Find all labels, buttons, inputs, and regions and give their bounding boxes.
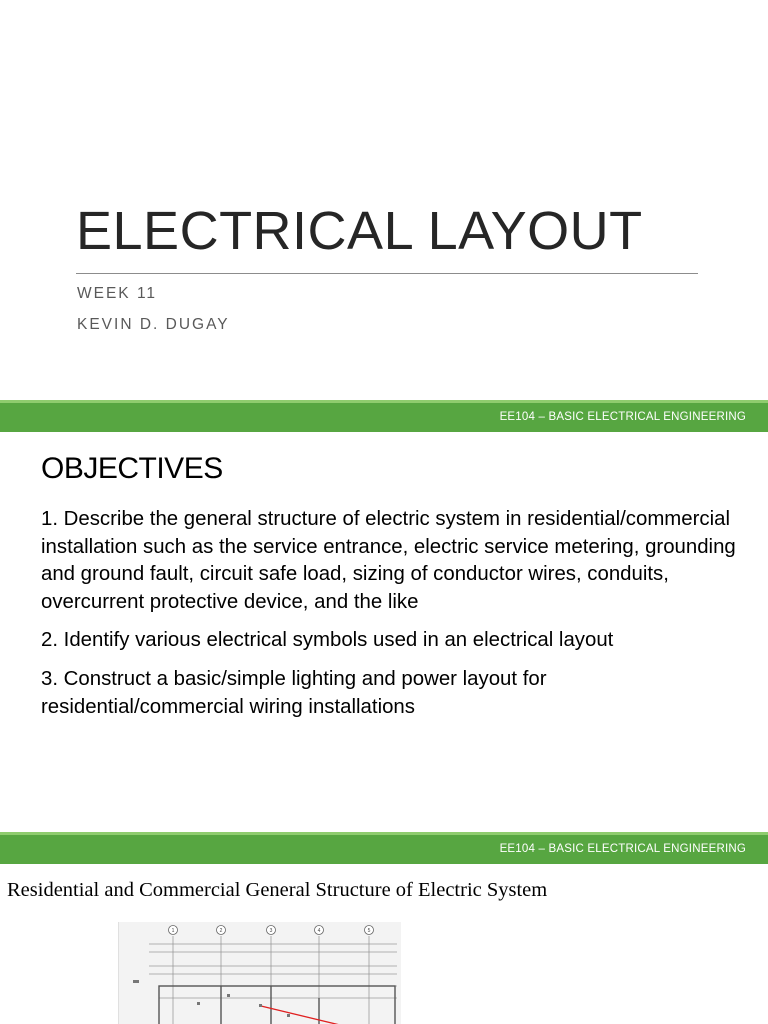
objective-item: 3. Construct a basic/simple lighting and power layout for residential/commercial wiring installations — [41, 667, 547, 718]
floor-plan-drawing — [119, 922, 401, 1024]
floor-plan-image — [118, 922, 401, 1024]
slide-subtitle-week: WEEK 11 — [77, 285, 158, 302]
title-divider — [76, 273, 698, 274]
objectives-list — [41, 506, 741, 732]
course-banner-text: EE104 – BASIC ELECTRICAL ENGINEERING — [499, 411, 746, 423]
plan-grid-label: 3 — [269, 928, 273, 934]
objective-item: 1. Describe the general structure of electric system in residential/commercial installation such as the service entrance, electric service metering, grounding and ground fault, circuit safe load, sizing of conductor wires, conduits, overcurrent protective device, and the like — [41, 508, 736, 613]
course-banner — [0, 832, 768, 864]
plan-grid-label: 5 — [367, 928, 371, 934]
wiring-run-line — [261, 1006, 369, 1024]
title-slide — [0, 0, 768, 400]
slide-title: ELECTRICAL LAYOUT — [76, 201, 643, 261]
objectives-heading: OBJECTIVES — [41, 452, 223, 485]
slide-subtitle-author: KEVIN D. DUGAY — [77, 316, 230, 333]
plan-grid-label: 2 — [219, 928, 223, 934]
course-banner — [0, 400, 768, 432]
objectives-slide — [0, 400, 768, 832]
structure-heading: Residential and Commercial General Structure of Electric System — [7, 879, 548, 901]
objective-item: 2. Identify various electrical symbols used in an electrical layout — [41, 629, 614, 652]
course-banner-text: EE104 – BASIC ELECTRICAL ENGINEERING — [499, 843, 746, 855]
structure-slide — [0, 832, 768, 1024]
plan-grid-label: 1 — [171, 928, 175, 934]
plan-grid-label: 4 — [317, 928, 321, 934]
